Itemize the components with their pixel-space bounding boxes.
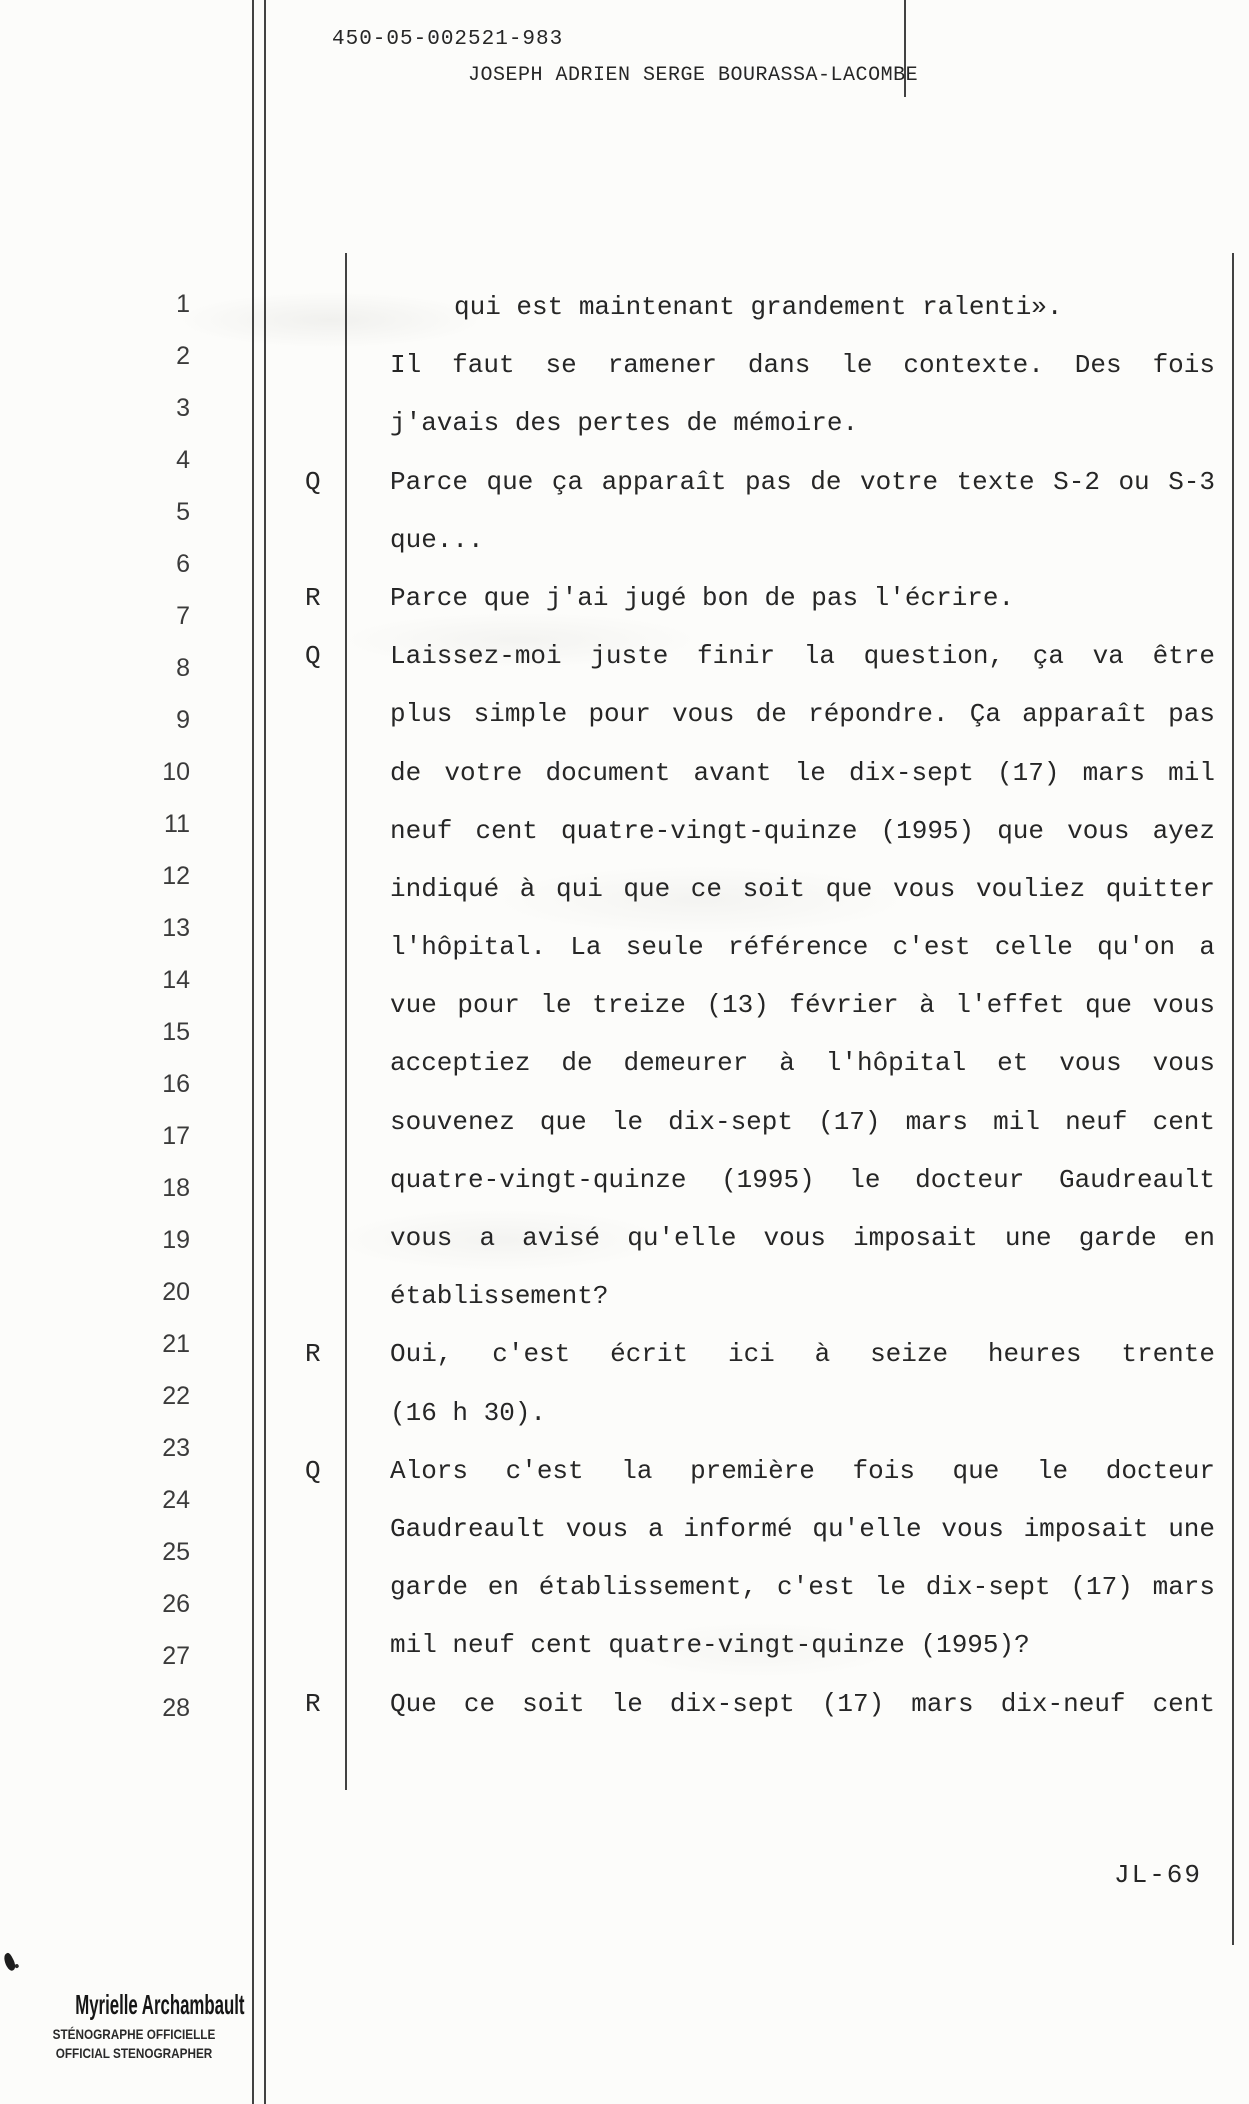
transcript-line bbox=[305, 1558, 1215, 1616]
transcript-line bbox=[305, 1442, 1215, 1500]
transcript-body bbox=[305, 278, 1215, 1733]
transcript-text: vue pour le treize (13) février à l'effet que vous bbox=[390, 990, 1215, 1021]
docket-number: 450-05-002521-983 bbox=[332, 28, 564, 51]
transcript-line bbox=[305, 1267, 1215, 1325]
transcript-line bbox=[305, 1616, 1215, 1674]
speaker-label: R bbox=[305, 1339, 321, 1370]
line-number: 15 bbox=[162, 1018, 190, 1046]
speaker-label bbox=[305, 1151, 390, 1209]
speaker-label bbox=[305, 1616, 390, 1674]
line-number: 16 bbox=[162, 1070, 190, 1098]
line-number: 28 bbox=[162, 1694, 190, 1722]
line-number: 1 bbox=[176, 290, 190, 318]
transcript-line bbox=[305, 1034, 1215, 1092]
speaker-label: R bbox=[305, 582, 321, 613]
stenographer-stamp bbox=[36, 1989, 245, 2063]
line-number-column bbox=[138, 278, 190, 1734]
transcript-text: Alors c'est la première fois que le docteur bbox=[390, 1455, 1215, 1486]
page-label: JL-69 bbox=[1114, 1860, 1203, 1890]
transcript-line bbox=[305, 1500, 1215, 1558]
transcript-line bbox=[305, 278, 1215, 336]
transcript-text: mil neuf cent quatre-vingt-quinze (1995)? bbox=[390, 1630, 1030, 1661]
speaker-label bbox=[305, 918, 390, 976]
speaker-label bbox=[305, 1209, 390, 1267]
transcript-text: établissement? bbox=[390, 1281, 609, 1312]
transcript-line bbox=[305, 1384, 1215, 1442]
transcript-text: que... bbox=[390, 524, 484, 555]
transcript-text: Parce que ça apparaît pas de votre texte S-2 ou S-3 bbox=[390, 466, 1215, 497]
speaker-label: Q bbox=[305, 641, 321, 672]
transcript-text: Oui, c'est écrit ici à seize heures trente bbox=[390, 1339, 1215, 1370]
line-number: 25 bbox=[162, 1538, 190, 1566]
line-number: 6 bbox=[176, 550, 190, 578]
text-right-rule bbox=[1232, 253, 1234, 1945]
line-number: 19 bbox=[162, 1226, 190, 1254]
transcript-line bbox=[305, 453, 1215, 511]
transcript-text: de votre document avant le dix-sept (17) mars mil bbox=[390, 757, 1215, 788]
transcript-text: vous a avisé qu'elle vous imposait une garde en bbox=[390, 1223, 1215, 1253]
transcript-text: souvenez que le dix-sept (17) mars mil neuf cent bbox=[390, 1106, 1215, 1137]
ink-mark bbox=[1, 1952, 17, 1972]
transcript-line bbox=[305, 1093, 1215, 1151]
speaker-label bbox=[305, 1500, 390, 1558]
line-number: 22 bbox=[162, 1382, 190, 1410]
transcript-text: j'avais des pertes de mémoire. bbox=[390, 408, 859, 439]
transcript-line bbox=[305, 1325, 1215, 1383]
transcript-text: qui est maintenant grandement ralenti». bbox=[454, 292, 1063, 322]
line-number: 27 bbox=[162, 1642, 190, 1670]
transcript-line bbox=[305, 802, 1215, 860]
line-number: 5 bbox=[176, 498, 190, 526]
line-number: 11 bbox=[164, 810, 190, 838]
transcript-text: l'hôpital. La seule référence c'est celle qu'on a bbox=[390, 932, 1215, 963]
line-number: 18 bbox=[162, 1174, 190, 1202]
speaker-label bbox=[305, 1093, 390, 1151]
speaker-label: R bbox=[305, 1688, 321, 1719]
speaker-label bbox=[305, 976, 390, 1034]
transcript-line bbox=[305, 569, 1215, 627]
transcript-line bbox=[305, 336, 1215, 394]
line-number: 12 bbox=[162, 862, 190, 890]
speaker-label bbox=[305, 685, 390, 743]
line-number: 3 bbox=[176, 394, 190, 422]
speaker-label bbox=[305, 278, 390, 336]
transcript-line bbox=[305, 860, 1215, 918]
transcript-text: quatre-vingt-quinze (1995) le docteur Gaudreault bbox=[390, 1164, 1215, 1195]
speaker-label bbox=[305, 744, 390, 802]
transcript-text: acceptiez de demeurer à l'hôpital et vous vous bbox=[390, 1048, 1215, 1079]
transcript-text: (16 h 30). bbox=[390, 1397, 547, 1428]
speaker-label bbox=[305, 511, 390, 569]
speaker-label bbox=[305, 802, 390, 860]
left-double-rule-outer bbox=[252, 0, 254, 2104]
line-number: 24 bbox=[162, 1486, 190, 1514]
line-number: 7 bbox=[176, 602, 190, 630]
transcript-text: plus simple pour vous de répondre. Ça apparaît pas bbox=[390, 699, 1215, 730]
line-number: 17 bbox=[162, 1122, 190, 1150]
speaker-label bbox=[305, 860, 390, 918]
transcript-text: Que ce soit le dix-sept (17) mars dix-neuf cent bbox=[390, 1688, 1215, 1719]
line-number: 13 bbox=[162, 914, 190, 942]
speaker-label bbox=[305, 394, 390, 452]
stamp-title-fr: STÉNOGRAPHE OFFICIELLE bbox=[52, 2026, 216, 2042]
transcript-line bbox=[305, 918, 1215, 976]
transcript-line bbox=[305, 1209, 1215, 1267]
transcript-line bbox=[305, 976, 1215, 1034]
speaker-label bbox=[305, 1558, 390, 1616]
transcript-line bbox=[305, 1675, 1215, 1733]
speaker-label bbox=[305, 1267, 390, 1325]
speaker-label bbox=[305, 1384, 390, 1442]
line-number: 2 bbox=[176, 342, 190, 370]
speaker-label bbox=[305, 336, 390, 394]
transcript-line bbox=[305, 744, 1215, 802]
transcript-line bbox=[305, 394, 1215, 452]
line-number: 4 bbox=[176, 446, 190, 474]
witness-name: JOSEPH ADRIEN SERGE BOURASSA-LACOMBE bbox=[468, 64, 919, 87]
transcript-text: neuf cent quatre-vingt-quinze (1995) que vous ayez bbox=[390, 815, 1215, 846]
speaker-label: Q bbox=[305, 1455, 321, 1486]
transcript-text: indiqué à qui que ce soit que vous vouliez quitter bbox=[390, 873, 1215, 904]
speaker-label bbox=[305, 1034, 390, 1092]
line-number: 20 bbox=[162, 1278, 190, 1306]
transcript-text: garde en établissement, c'est le dix-sept (17) mars bbox=[390, 1572, 1215, 1603]
speaker-label: Q bbox=[305, 466, 321, 497]
left-double-rule-inner bbox=[264, 0, 266, 2104]
transcript-line bbox=[305, 685, 1215, 743]
transcript-text: Gaudreault vous a informé qu'elle vous imposait une bbox=[390, 1513, 1215, 1544]
stamp-title-en: OFFICIAL STENOGRAPHER bbox=[55, 2045, 213, 2061]
line-number: 9 bbox=[176, 706, 190, 734]
transcript-line bbox=[305, 627, 1215, 685]
transcript-line bbox=[305, 1151, 1215, 1209]
line-number: 10 bbox=[162, 758, 190, 786]
line-number: 26 bbox=[162, 1590, 190, 1618]
line-number: 14 bbox=[162, 966, 190, 994]
transcript-text: Parce que j'ai jugé bon de pas l'écrire. bbox=[390, 582, 1015, 613]
stamp-name: Myrielle Archambault bbox=[75, 1989, 245, 2020]
transcript-text: Il faut se ramener dans le contexte. Des fois bbox=[390, 350, 1215, 381]
line-number: 23 bbox=[162, 1434, 190, 1462]
line-number: 21 bbox=[162, 1330, 190, 1358]
transcript-text: Laissez-moi juste finir la question, ça va être bbox=[390, 641, 1215, 672]
transcript-line bbox=[305, 511, 1215, 569]
line-number: 8 bbox=[176, 654, 190, 682]
